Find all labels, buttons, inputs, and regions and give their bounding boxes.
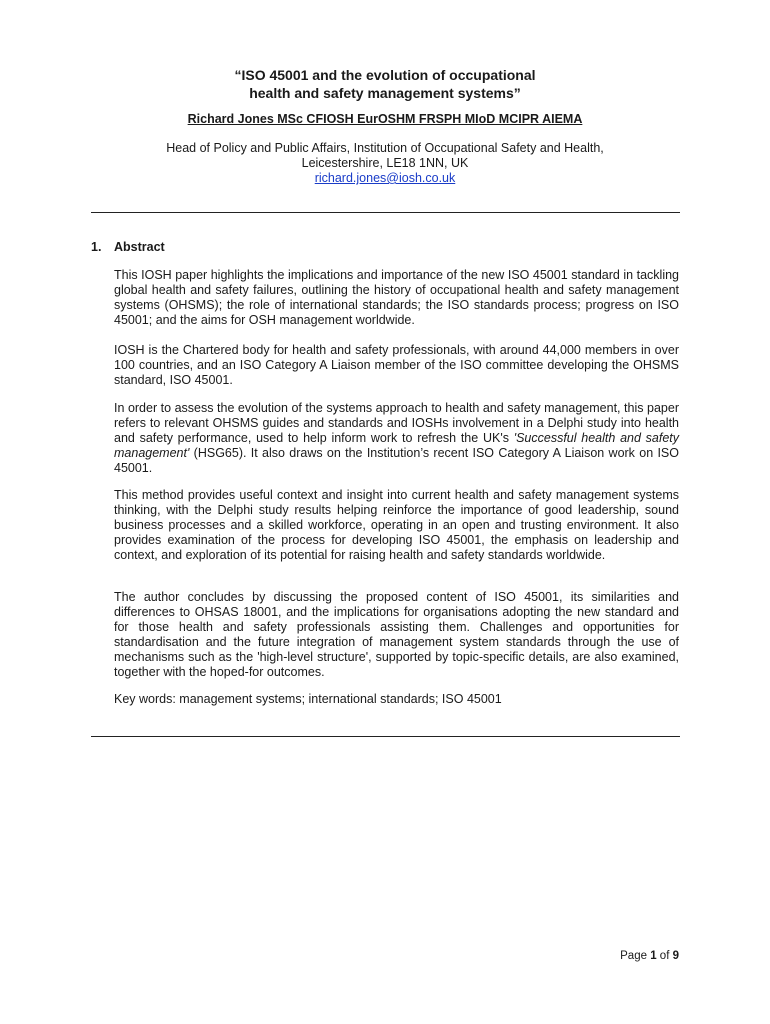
affiliation-block (0, 141, 770, 186)
bottom-divider (91, 736, 680, 737)
section-title: Abstract (114, 240, 165, 254)
document-title (0, 66, 770, 102)
abstract-paragraph-1: This IOSH paper highlights the implications and importance of the new ISO 45001 standard in tackling global health and safety failures, outlining the history of occupational health and safety management systems (OHSMS); the role of international standards; the ISO standards process; progress on ISO 45001; and the aims for OSH management worldwide. (114, 268, 679, 327)
paragraph-3-text-end: (HSG65). It also draws on the Institution’s recent ISO Category A Liaison work on ISO 45001. (114, 446, 679, 475)
top-divider (91, 212, 680, 213)
paragraph-3-text-start: In order to assess the evolution of the systems approach to health and safety management, this paper refers to relevant OHSMS guides and standards and IOSHs involvement in a Delphi study into health and safety performance, used to help inform work to refresh the UK's (114, 401, 679, 445)
of-label: of (659, 950, 670, 962)
email-link[interactable]: richard.jones@iosh.co.uk (314, 171, 456, 185)
section-number: 1. (91, 240, 102, 254)
abstract-paragraph-4: This method provides useful context and insight into current health and safety management systems thinking, with the Delphi study results helping reinforce the importance of good leadership, sound business processes and a skilled workforce, operating in an open and trusting environment. It also provides examination of the process for developing ISO 45001, the emphasis on leadership and context, and exploration of its potential for raising health and safety standards worldwide. (114, 488, 679, 562)
page-label: Page (620, 950, 647, 962)
total-pages: 9 (672, 950, 679, 962)
page-number: 1 (650, 950, 657, 962)
page-footer (620, 950, 679, 962)
hsg65-title: 'Successful health and safety management' (114, 431, 680, 460)
abstract-paragraph-2: IOSH is the Chartered body for health and safety professionals, with around 44,000 members in over 100 countries, and an ISO Category A Liaison member of the ISO committee developing the OHSMS standard, ISO 45001. (114, 343, 679, 387)
title-line-1: “ISO 45001 and the evolution of occupational (234, 67, 536, 83)
affiliation-line-2: Leicestershire, LE18 1NN, UK (301, 156, 469, 170)
abstract-heading (91, 240, 165, 254)
abstract-paragraph-5: The author concludes by discussing the proposed content of ISO 45001, its similarities and differences to OHSAS 18001, and the implications for organisations adopting the new standard and for those health and safety professionals assisting them. Challenges and opportunities for standardisation and the future integration of management system standards through the use of mechanisms such as the 'high-level structure', supported by topic-specific details, are also examined, together with the hoped-for outcomes. (114, 590, 679, 679)
keywords-line: Key words: management systems; international standards; ISO 45001 (114, 692, 502, 706)
author-line: Richard Jones MSc CFIOSH EurOSHM FRSPH MIoD MCIPR AIEMA (187, 112, 583, 126)
abstract-paragraph-3 (114, 401, 679, 476)
title-line-2: health and safety management systems” (249, 85, 521, 101)
affiliation-line-1: Head of Policy and Public Affairs, Institution of Occupational Safety and Health, (166, 141, 604, 155)
